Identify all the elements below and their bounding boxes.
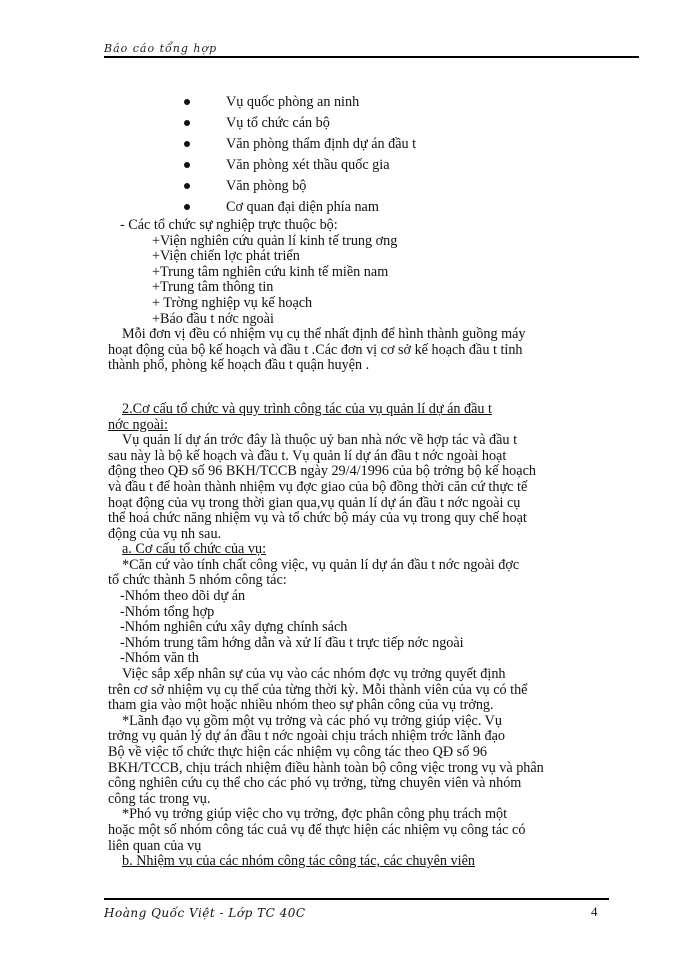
list-item: +Trung tâm nghiên cứu kinh tế miền nam <box>152 263 389 280</box>
paragraph: Việc sắp xếp nhân sự của vụ vào các nhóm đợc vụ trởng quyết định trên cơ sở nhiệm vụ cụ thể của từng thời kỳ. Mỗi thành viên của vụ có thể tham gia vào một hoặc nhiều nhóm theo sự phân công của vụ trởng. <box>108 666 528 714</box>
list-item: Cơ quan đại diện phía nam <box>184 197 648 218</box>
paragraph: *Phó vụ trởng giúp việc cho vụ trởng, đợc phân công phụ trách một hoặc một số nhóm công tác cuả vụ để thực hiện các nhiệm vụ công tác có liên quan của vụ <box>108 806 526 854</box>
footer-divider <box>104 898 609 900</box>
page-header <box>104 40 639 58</box>
list-item: +Viện nghiên cứu quản lí kinh tế trung ơng <box>152 232 398 249</box>
list-item: -Nhóm nghiên cứu xây dựng chính sách <box>120 619 348 636</box>
bullet-icon <box>184 162 190 168</box>
list-item: Vụ quốc phòng an ninh <box>184 92 648 113</box>
orgs-intro: - Các tổ chức sự nghiệp trực thuộc bộ: <box>120 217 338 233</box>
document-body <box>108 92 648 870</box>
list-item: Văn phòng xét thầu quốc gia <box>184 155 648 176</box>
footer-author: Hoàng Quốc Việt - Lớp TC 40C <box>104 906 306 920</box>
paragraph: *Căn cứ vào tính chất công việc, vụ quản lí dự án đầu t nớc ngoài đợc tổ chức thành 5 nhóm công tác: <box>108 556 520 589</box>
subheading-b: b. Nhiệm vụ của các nhóm công tác công tác, các chuyên viên <box>122 853 475 870</box>
bullet-icon <box>184 120 190 126</box>
paragraph: Mỗi đơn vị đều có nhiệm vụ cụ thể nhất định để hình thành guồng máy hoạt động của bộ kế hoạch và đầu t .Các đơn vị cơ sở kế hoạch đầu t tỉnh thành phố, phòng kế hoạch đầu t quận huyện . <box>108 326 526 374</box>
bullet-icon <box>184 183 190 189</box>
section-heading: 2.Cơ cấu tổ chức và quy trình công tác của vụ quản lí dự án đầu t nớc ngoài: <box>108 400 492 433</box>
list-item: + Trờng nghiệp vụ kế hoạch <box>152 294 313 311</box>
list-item: Văn phòng thẩm định dự án đầu t <box>184 134 648 155</box>
list-item: -Nhóm trung tâm hớng dẫn và xử lí đầu t trực tiếp nớc ngoài <box>120 634 464 651</box>
header-title: Báo cáo tổng hợp <box>104 42 218 55</box>
list-item: Vụ tổ chức cán bộ <box>184 113 648 134</box>
list-item: +Báo đầu t nớc ngoài <box>152 310 274 327</box>
group-list <box>108 589 648 667</box>
paragraph: Vụ quản lí dự án trớc đây là thuộc uỷ ban nhà nớc về hợp tác và đầu t sau này là bộ kế hoạch và đầu t. Vụ quản lí dự án đầu t nớc ngoài hoạt động theo QĐ số 96 BKH/TCCB ngày 29/4/1996 của bộ trởng bộ kế hoạch và đầu t để hoàn thành nhiệm vụ đợc giao của bộ đồng thời căn cứ thực tế hoạt động của vụ trong thời gian qua,vụ quản lí dự án đầu t nớc ngoài cụ thể hoá chức năng nhiệm vụ và tổ chức bộ máy của vụ trong quy chế hoạt động của vụ nh sau. <box>108 432 536 542</box>
list-item: -Nhóm theo dõi dự án <box>120 588 246 605</box>
list-item: -Nhóm văn th <box>120 650 199 667</box>
list-item: +Trung tâm thông tin <box>152 279 274 296</box>
bullet-icon <box>184 99 190 105</box>
paragraph: *Lãnh đạo vụ gồm một vụ trởng và các phó vụ trởng giúp việc. Vụ trởng vụ quản lý dự án đầu t nớc ngoài chịu trách nhiệm trớc lãnh đạo Bộ về việc tổ chức thực hiện các nhiệm vụ công tác theo QĐ số 96 BKH/TCCB, chịu trách nhiệm điều hành toàn bộ công việc trong vụ và phân công nghiên cứu cụ thể cho các phó vụ trởng, từng chuyên viên và nhóm công tác trong vụ. <box>108 712 544 807</box>
subheading-a: a. Cơ cấu tổ chức của vụ: <box>122 541 267 558</box>
department-bullet-list <box>184 92 648 218</box>
list-item: +Viện chiến lợc phát triển <box>152 248 300 265</box>
list-item: Văn phòng bộ <box>184 176 648 197</box>
bullet-icon <box>184 141 190 147</box>
list-item: -Nhóm tổng hợp <box>120 603 215 620</box>
bullet-icon <box>184 204 190 210</box>
page-number: 4 <box>591 904 598 919</box>
